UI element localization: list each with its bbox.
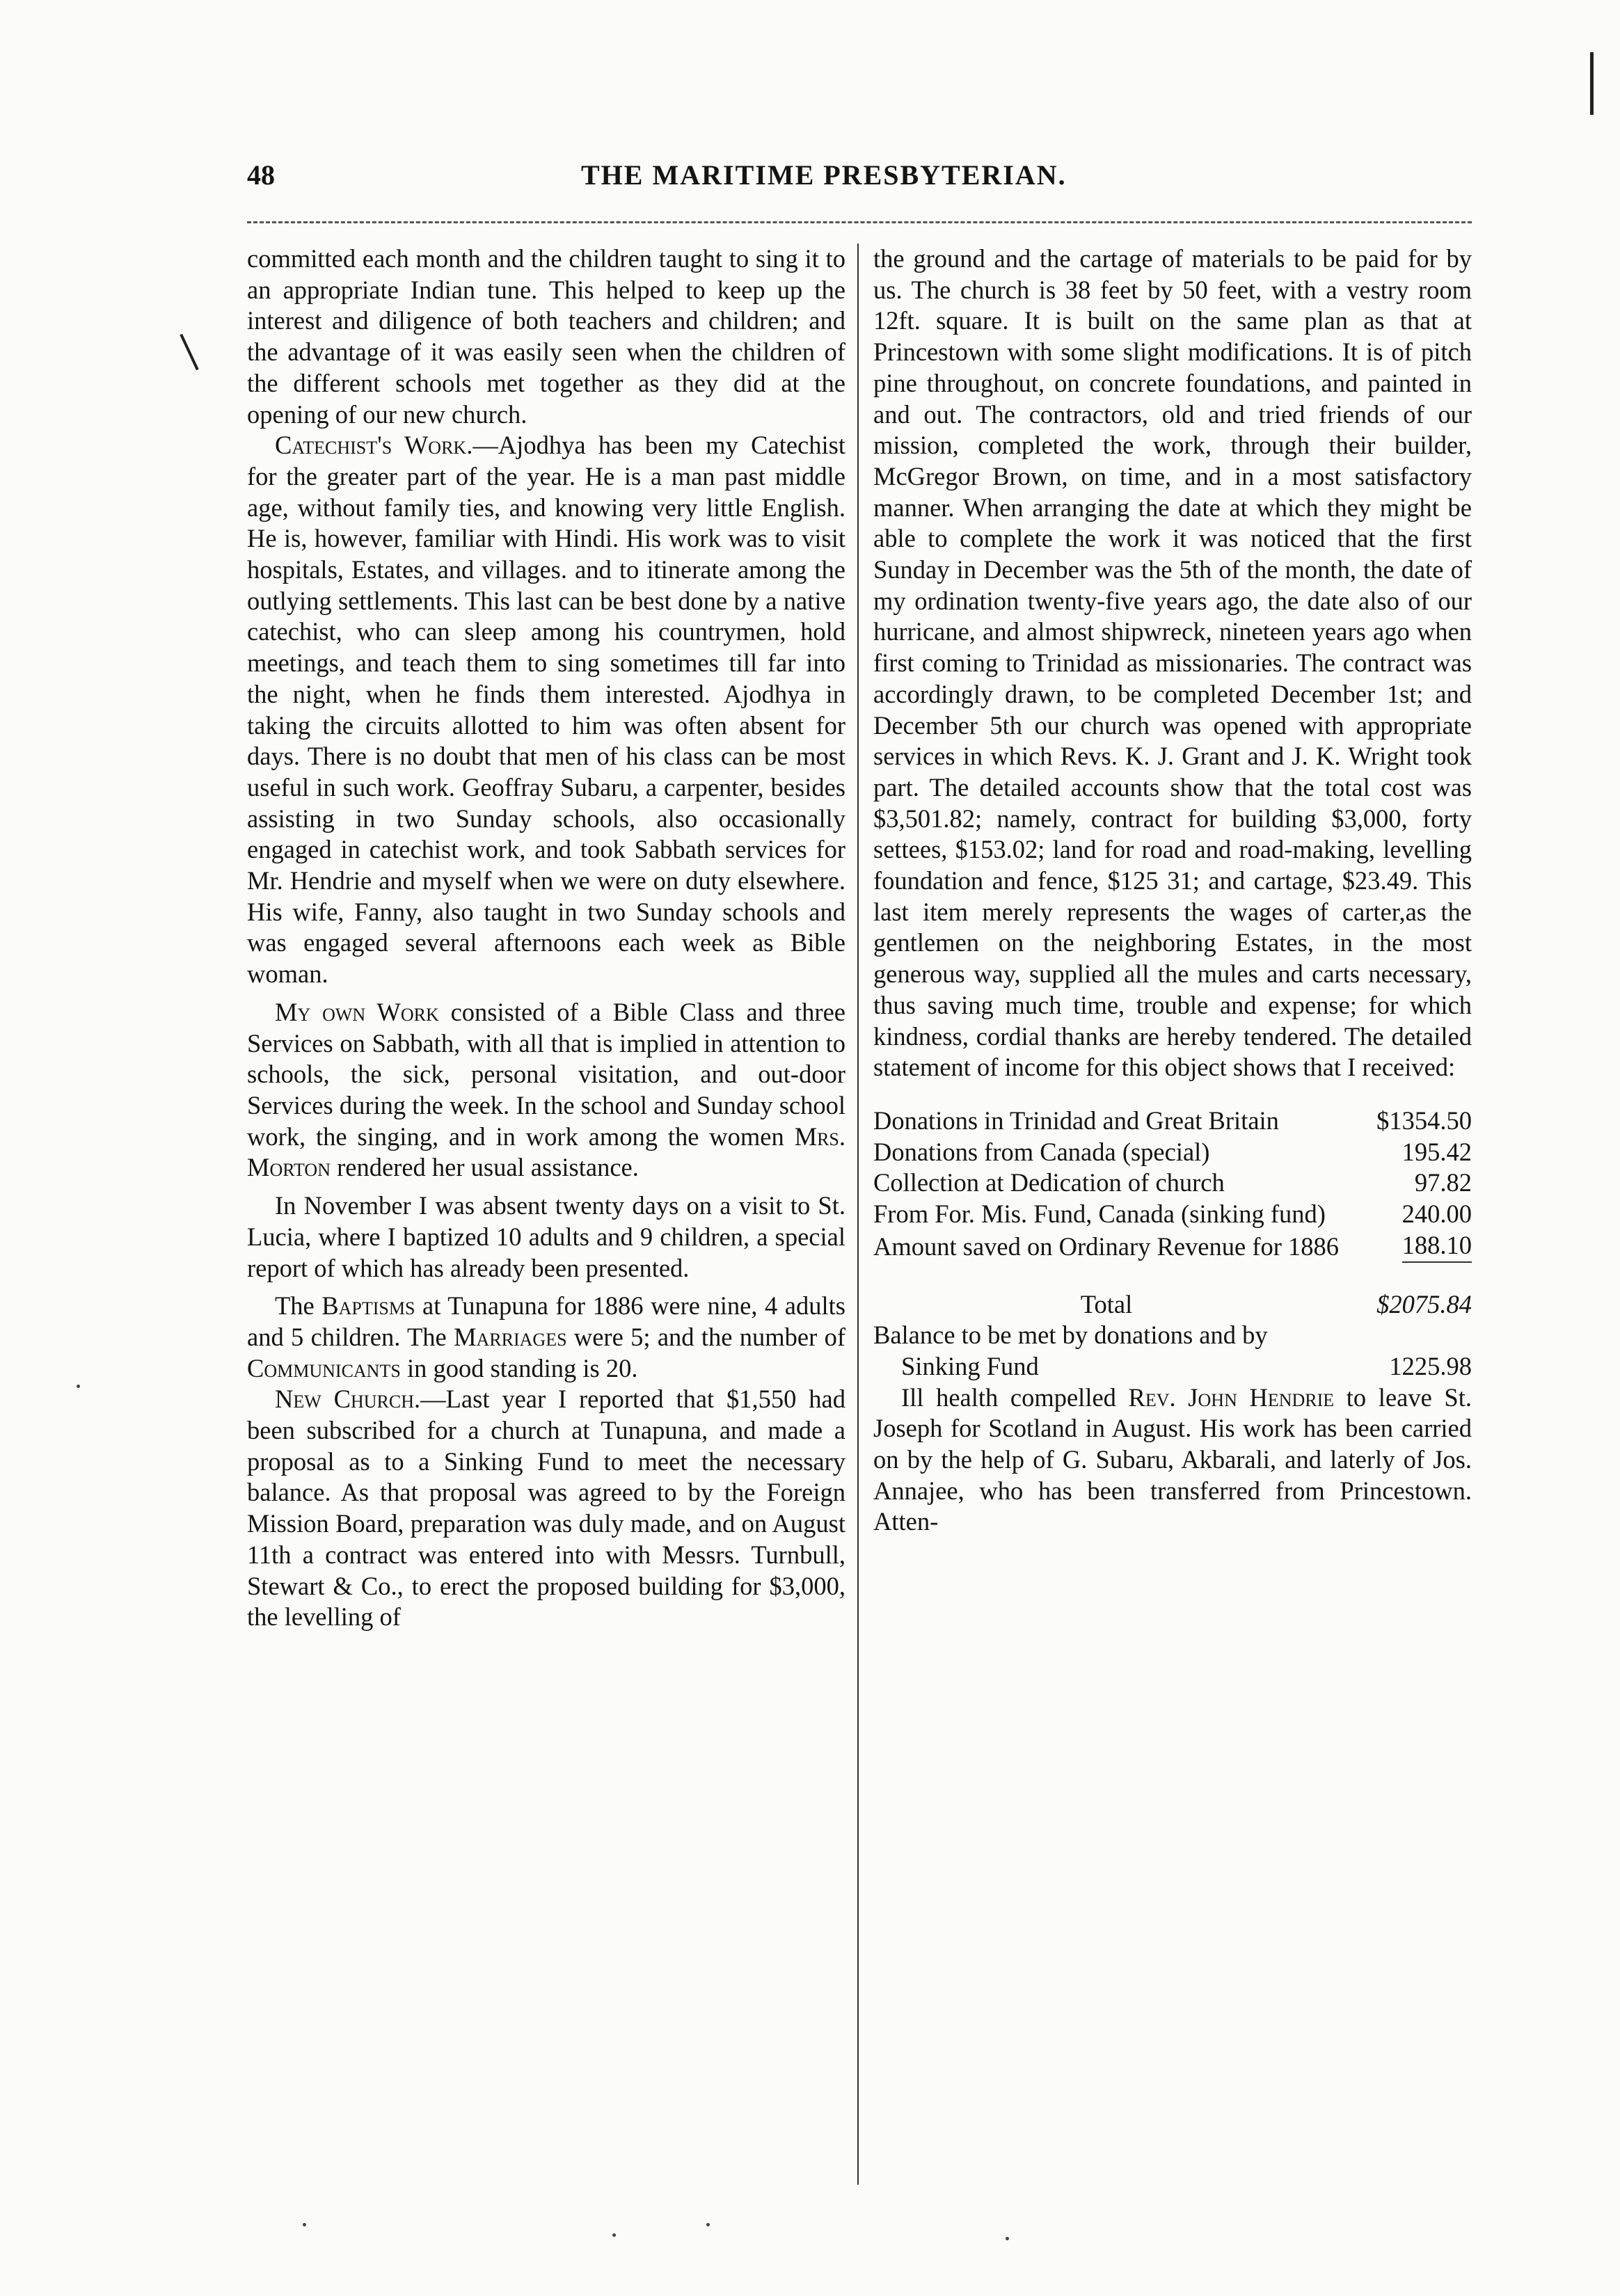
section-lead: Catechist's Work. [275, 431, 473, 460]
income-statement-body [873, 1106, 1472, 1266]
ledger-row [873, 1230, 1472, 1266]
print-speck [1006, 2237, 1009, 2240]
page-header [247, 159, 1472, 200]
print-speck [77, 1385, 80, 1388]
section-lead: My own Work [275, 997, 439, 1026]
ledger-row [873, 1106, 1472, 1137]
left-column [247, 244, 845, 1633]
term-baptisms: Baptisms [321, 1291, 415, 1321]
balance-amount: 1225.98 [1389, 1351, 1472, 1380]
paragraph-text: rendered her usual assistance. [330, 1153, 639, 1182]
paragraph-my-own-work [247, 997, 845, 1183]
paragraph-text: Ill health compelled [901, 1382, 1129, 1412]
column-divider [857, 244, 859, 2185]
section-lead: New Church. [275, 1385, 421, 1414]
paragraph-text: at Tunapuna for 1886 were nine, 4 adults and 5 children. The [247, 1291, 845, 1351]
paragraph-text: —Ajodhya has been my Catechist for the greater part of the year. He is a man past middle age, without family ties, and knowing very little English. He is, however, familiar with Hindi. His work was to visit hospitals, Estates, and villages. and to itinerate among the outlying settlements. This last can be best done by a native catechist, who can sleep among his countrymen, hold meetings, and teach them to sing sometimes till far into the night, when he finds them interested. Ajodhya in taking the circuits allotted to him was often absent for days. There is no doubt that men of his class can be most useful in such work. Geoffray Subaru, a carpenter, besides assisting in two Sunday schools, also occasionally engaged in catechist work, and took Sabbath services for Mr. Hendrie and myself when we were on duty elsewhere. His wife, Fanny, also taught in two Sunday schools and was engaged several afternoons each week as Bible woman. [247, 431, 845, 989]
ledger-row [873, 1137, 1472, 1168]
ledger-label: Donations from Canada (special) [873, 1137, 1210, 1166]
paragraph-text: consisted of a Bible Class and three Services on Sabbath, with all that is implied in attention to schools, the sick, personal visitation, and out-door Services during the week. In the school and Sunday school work, the singing, and in work among the women [247, 997, 845, 1151]
paragraph-text: were 5; and the number of [566, 1322, 845, 1351]
term-marriages: Marriages [454, 1322, 567, 1351]
paragraph-text: in good standing is 20. [400, 1353, 638, 1382]
ledger-amount-value: 188.10 [1402, 1230, 1472, 1263]
print-speck [706, 2223, 710, 2226]
balance-label: Balance to be met by donations and by Sinking Fund [873, 1321, 1268, 1380]
paragraph-st-lucia: In November I was absent twenty days on a visit to St. Lucia, where I baptized 10 adults and 9 children, a special report of which has already been presented. [247, 1191, 845, 1282]
ledger-row [873, 1167, 1472, 1199]
total-label: Total [1080, 1289, 1133, 1318]
paragraph-catechist-work [247, 430, 845, 990]
paragraph-text: to leave St. Joseph for Scotland in August. His work has been carried on by the help of G. Subaru, Akbarali, and laterly of Jos. Annajee, who has been transferred from Princestown. Atten- [873, 1382, 1472, 1536]
ledger-label: Amount saved on Ordinary Revenue for 1886 [873, 1231, 1340, 1261]
ledger-amount: $1354.50 [1376, 1106, 1472, 1135]
ledger-amount: 240.00 [1401, 1199, 1472, 1229]
print-speck [303, 2223, 306, 2226]
header-rule [247, 221, 1472, 223]
paragraph-hendrie [873, 1382, 1472, 1538]
print-speck [612, 2233, 616, 2237]
paragraph-text: The [275, 1291, 322, 1321]
person-name: Mrs. Morton [247, 1122, 845, 1182]
ledger-row [873, 1199, 1472, 1230]
balance-row [873, 1320, 1472, 1382]
total-amount: $2075.84 [1376, 1289, 1472, 1318]
paragraph-new-church [247, 1384, 845, 1633]
ledger-label: From For. Mis. Fund, Canada (sinking fund) [873, 1199, 1326, 1229]
person-name: Rev. John Hendrie [1128, 1382, 1335, 1412]
paragraph-continuation: committed each month and the children taught to sing it to an appropriate Indian tune. This helped to keep up the interest and diligence of both teachers and children; and the advantage of it was easily seen when the children of the different schools met together as they did at the opening of our new church. [247, 244, 845, 429]
ledger-label: Donations in Trinidad and Great Britain [873, 1106, 1279, 1135]
income-statement [873, 1106, 1472, 1382]
ledger-label: Collection at Dedication of church [873, 1168, 1225, 1197]
paragraph-text: —Last year I reported that $1,550 had been subscribed for a church at Tunapuna, and made a proposal as to a Sinking Fund to meet the necessary balance. As that proposal was agreed to by the Foreign Mission Board, preparation was duly made, and on August 11th a contract was entered into with Messrs. Turnbull, Stewart & Co., to erect the proposed building for $3,000, the levelling of [247, 1385, 845, 1632]
margin-mark [1590, 52, 1594, 115]
margin-tick [180, 334, 198, 370]
running-title: THE MARITIME PRESBYTERIAN. [581, 159, 1067, 191]
page-number: 48 [247, 159, 275, 191]
ledger-amount: 195.42 [1401, 1137, 1472, 1166]
paragraph-church-details: the ground and the cartage of materials to be paid for by us. The church is 38 feet by 50 feet, with a vestry room 12ft. square. It is built on the same plan as that at Princestown with some slight modifications. It is of pitch pine throughout, on concrete foundations, and painted in and out. The contractors, old and tried friends of our mission, completed the work, through their builder, McGregor Brown, on time, and in a most satisfactory manner. When arranging the date at which they might be able to complete the work it was noticed that the first Sunday in December was the 5th of the month, the date of my ordination twenty-five years ago, the date also of our hurricane, and almost shipwreck, nineteen years ago when first coming to Trinidad as missionaries. The contract was accordingly drawn, to be completed December 1st; and December 5th our church was opened with appropriate services in which Revs. K. J. Grant and J. K. Wright took part. The detailed accounts show that the total cost was $3,501.82; namely, contract for building $3,000, forty settees, $153.02; land for road and road-making, levelling foundation and fence, $125 31; and cartage, $23.49. This last item merely represents the wages of carter,as the gentlemen on the neighboring Estates, in the most generous way, supplied all the mules and carts necessary, thus saving much time, trouble and expense; for which kindness, cordial thanks are hereby tendered. The detailed statement of income for this object shows that I received: [873, 244, 1472, 1082]
ledger-amount [1340, 1230, 1472, 1266]
total-row [873, 1266, 1472, 1321]
paragraph-baptisms [247, 1291, 845, 1384]
ledger-amount: 97.82 [1414, 1168, 1472, 1197]
right-column [873, 244, 1472, 1538]
term-communicants: Communicants [247, 1353, 401, 1382]
